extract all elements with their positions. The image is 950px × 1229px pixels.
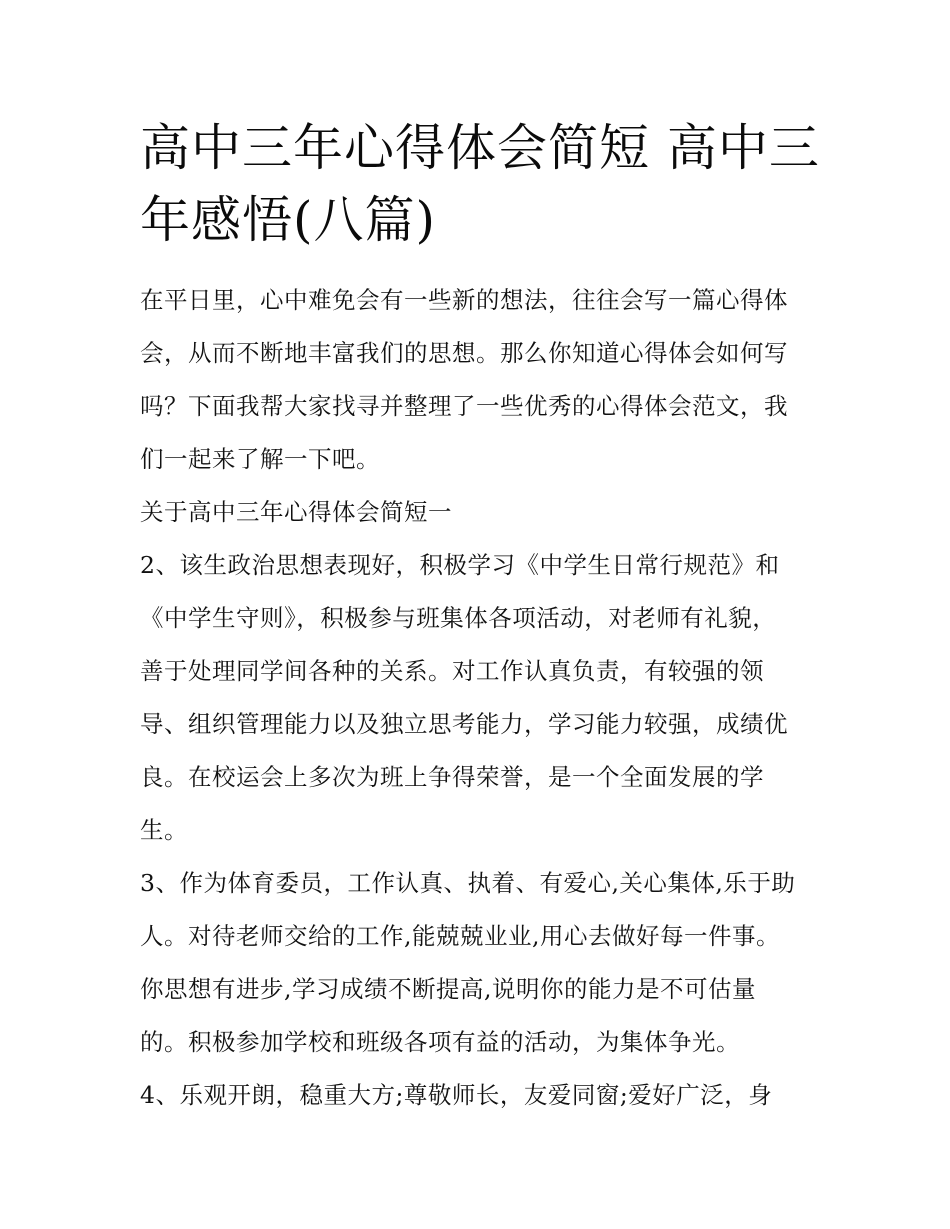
- intro-line-3: 吗？下面我帮大家找寻并整理了一些优秀的心得体会范文，我: [140, 392, 788, 420]
- item-2-line-3: 善于处理同学间各种的关系。对工作认真负责，有较强的领: [140, 657, 764, 685]
- intro-line-4: 们一起来了解一下吧。: [140, 445, 380, 473]
- item-2-line-4: 导、组织管理能力以及独立思考能力，学习能力较强，成绩优: [140, 710, 788, 738]
- item-2-line-1: 2、该生政治思想表现好，积极学习《中学生日常行规范》和: [140, 551, 780, 579]
- document-body: [140, 274, 830, 1122]
- item-2-line-2: 《中学生守则》，积极参与班集体各项活动，对老师有礼貌，: [140, 604, 777, 632]
- page-title: [140, 112, 820, 256]
- title-line-2: 年感悟(八篇): [140, 191, 437, 249]
- item-2-line-5: 良。在校运会上多次为班上争得荣誉，是一个全面发展的学: [140, 763, 764, 791]
- item-4-line-1: 4、乐观开朗，稳重大方;尊敬师长，友爱同窗;爱好广泛，身: [140, 1081, 773, 1109]
- item-3-line-4: 的。积极参加学校和班级各项有益的活动，为集体争光。: [140, 1028, 740, 1056]
- item-3-line-3: 你思想有进步,学习成绩不断提高,说明你的能力是不可估量: [140, 975, 756, 1003]
- item-2-line-6: 生。: [140, 816, 188, 844]
- item-3-line-2: 人。对待老师交给的工作,能兢兢业业,用心去做好每一件事。: [140, 922, 780, 950]
- intro-line-1: 在平日里，心中难免会有一些新的想法，往往会写一篇心得体: [140, 286, 788, 314]
- item-3-line-1: 3、作为体育委员，工作认真、执着、有爱心,关心集体,乐于助: [140, 869, 796, 897]
- intro-line-2: 会，从而不断地丰富我们的思想。那么你知道心得体会如何写: [140, 339, 788, 367]
- section-heading: 关于高中三年心得体会简短一: [140, 498, 452, 526]
- title-line-1: 高中三年心得体会简短 高中三: [140, 119, 820, 177]
